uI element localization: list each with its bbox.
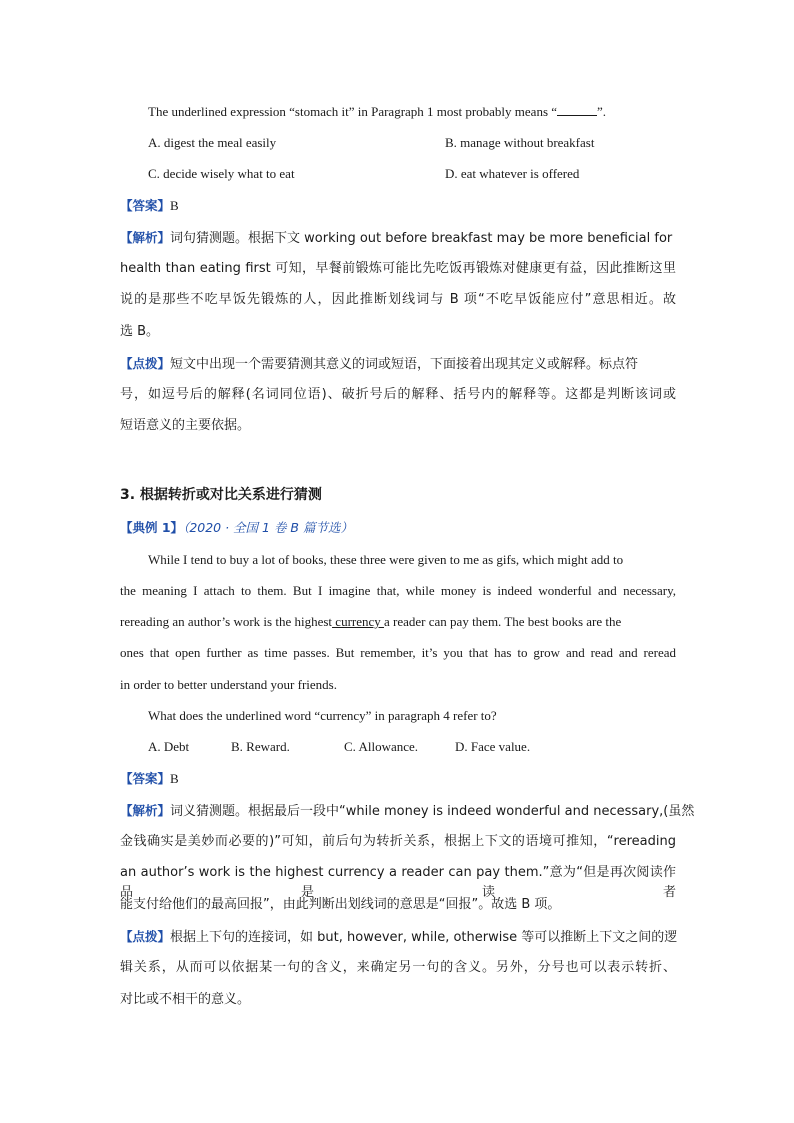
analysis2-line-1 bbox=[120, 801, 695, 822]
tip2-line-2: 辑关系，从而可以依据某一句的含义，来确定另一句的含义。另外，分号也可以表示转折、 bbox=[120, 960, 676, 975]
answer-tag: 【答案】 bbox=[120, 198, 171, 213]
passage-text: a reader can pay them. The best books are the bbox=[384, 614, 622, 629]
analysis-tag: 【解析】 bbox=[120, 803, 171, 818]
answer-blank bbox=[557, 103, 597, 116]
option-a: A. digest the meal easily bbox=[148, 135, 277, 150]
question-text-2: What does the underlined word “currency” in paragraph 4 refer to? bbox=[148, 708, 497, 723]
answer-tag: 【答案】 bbox=[120, 771, 171, 786]
option-b-2: B. Reward. bbox=[231, 739, 290, 754]
tip2-line-1 bbox=[120, 927, 676, 948]
analysis-tag: 【解析】 bbox=[120, 230, 171, 245]
question-text bbox=[148, 102, 704, 122]
tip-tag: 【点拨】 bbox=[120, 356, 171, 371]
example-source: （2020 · 全国 1 卷 B 篇节选） bbox=[183, 520, 353, 535]
tip2-line-3: 对比或不相干的意义。 bbox=[120, 992, 251, 1007]
answer-value: B bbox=[170, 771, 179, 786]
passage-line-5: in order to better understand your friends. bbox=[120, 677, 337, 692]
answer-value: B bbox=[170, 198, 179, 213]
question-text-start: The underlined expression “stomach it” in Paragraph 1 most probably means “ bbox=[148, 104, 558, 119]
passage-line-4: ones that open further as time passes. But remember, it’s you that has to grow and read and reread bbox=[120, 645, 676, 660]
tip-text: 根据上下句的连接词，如 but, however, while, otherwise 等可以推断上下文之间的逻 bbox=[170, 930, 678, 945]
passage-line-3 bbox=[120, 612, 676, 632]
analysis-line-1 bbox=[120, 228, 676, 249]
tip-line-1 bbox=[120, 354, 676, 375]
passage-line-1: While I tend to buy a lot of books, these three were given to me as gifs, which might add to bbox=[148, 552, 624, 567]
section-heading: 3. 根据转折或对比关系进行猜测 bbox=[120, 487, 322, 503]
answer-line-2 bbox=[120, 769, 676, 789]
tip-tag: 【点拨】 bbox=[120, 929, 171, 944]
option-d-2: D. Face value. bbox=[455, 739, 531, 754]
answer-line bbox=[120, 196, 676, 216]
option-a-2: A. Debt bbox=[148, 739, 190, 754]
analysis-text: 词句猜测题。根据下文 working out before breakfast may be more beneficial for bbox=[170, 231, 673, 246]
question-text-end: ”. bbox=[597, 104, 607, 119]
option-c-2: C. Allowance. bbox=[344, 739, 419, 754]
passage-line-2: the meaning I attach to them. But I imagine that, while money is indeed wonderful and necessary, bbox=[120, 583, 676, 598]
analysis-text: 词义猜测题。根据最后一段中“while money is indeed wonderful and necessary,(虽然 bbox=[170, 804, 695, 819]
analysis2-line-4: 能支付给他们的最高回报”，由此判断出划线词的意思是“回报”。故选 B 项。 bbox=[120, 897, 561, 912]
analysis2-line-2: 金钱确实是美妙而必要的)”可知，前后句为转折关系，根据上下文的语境可推知，“rereading bbox=[120, 834, 676, 849]
example-label bbox=[120, 518, 676, 539]
tip-line-2: 号，如逗号后的解释(名词同位语)、破折号后的解释、括号内的解释等。这都是判断该词或 bbox=[120, 387, 676, 402]
option-d: D. eat whatever is offered bbox=[445, 166, 580, 181]
analysis2-line-3: an author’s work is the highest currency a reader can pay them.”意为“但是再次阅读作品是读者 bbox=[120, 865, 676, 900]
analysis-line-3: 说的是那些不吃早饭先锻炼的人，因此推断划线词与 B 项“不吃早饭能应付”意思相近。故 bbox=[120, 292, 676, 307]
example-tag: 【典例 1】 bbox=[120, 520, 184, 535]
analysis-line-2: health than eating first 可知，早餐前锻炼可能比先吃饭再锻炼对健康更有益，因此推断这里 bbox=[120, 261, 676, 276]
analysis-line-4: 选 B。 bbox=[120, 324, 160, 339]
tip-text: 短文中出现一个需要猜测其意义的词或短语，下面接着出现其定义或解释。标点符 bbox=[170, 357, 639, 372]
option-b: B. manage without breakfast bbox=[445, 135, 595, 150]
passage-text: rereading an author’s work is the highest bbox=[120, 614, 333, 629]
option-c: C. decide wisely what to eat bbox=[148, 166, 295, 181]
underlined-word: currency bbox=[332, 614, 385, 629]
tip-line-3: 短语意义的主要依据。 bbox=[120, 418, 251, 433]
